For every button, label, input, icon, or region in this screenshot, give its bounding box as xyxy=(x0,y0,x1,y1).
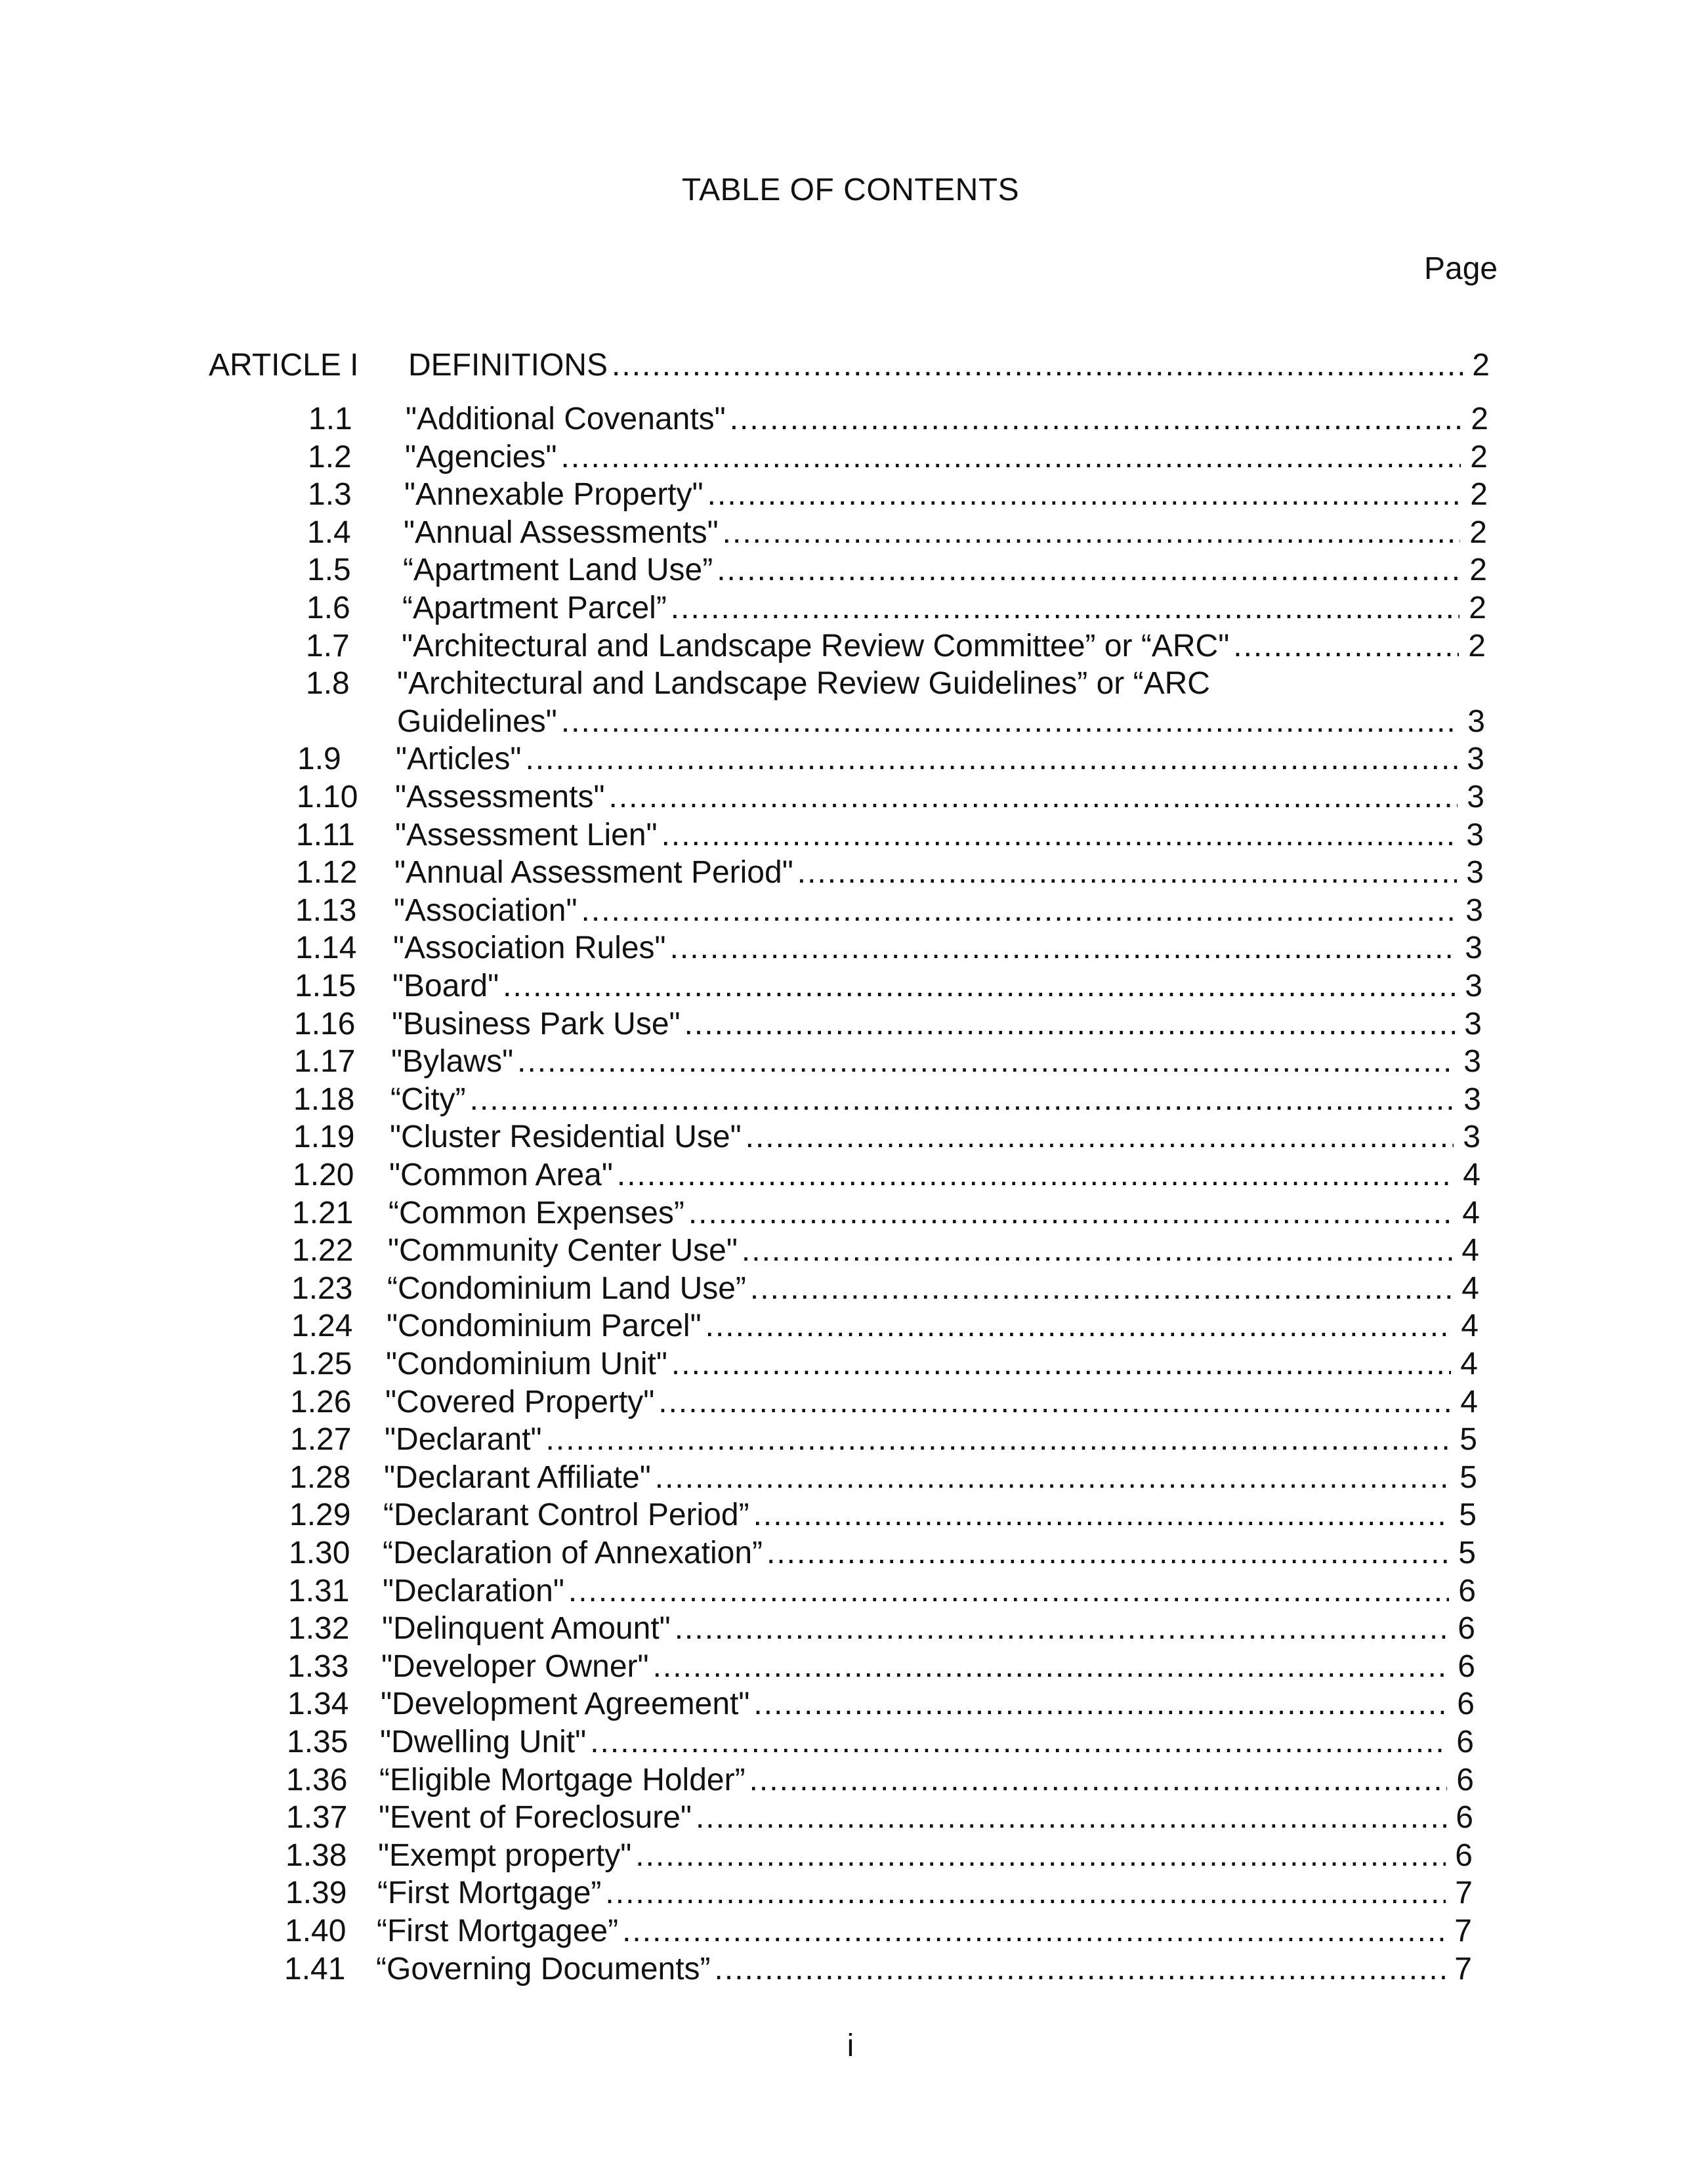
toc-entry-leader xyxy=(381,1685,1475,1723)
toc-entry-number: 1.3 xyxy=(308,477,352,513)
toc-entry-title: "Assessments" xyxy=(395,778,609,816)
toc-entry-number: 1.13 xyxy=(295,892,357,928)
toc-entry-row xyxy=(0,1383,1701,1421)
toc-entry-leader xyxy=(390,1118,1480,1156)
toc-entry-number: 1.38 xyxy=(285,1838,347,1873)
toc-entry-row xyxy=(0,1799,1701,1837)
toc-entry-leader xyxy=(385,1421,1477,1459)
toc-entry-number: 1.17 xyxy=(294,1044,356,1080)
toc-entry-leader xyxy=(390,1081,1481,1119)
toc-entry-leader xyxy=(379,1799,1473,1837)
toc-entry-number: 1.26 xyxy=(290,1384,352,1419)
toc-dot-leader xyxy=(612,346,1463,385)
toc-entry-page: 4 xyxy=(1462,1195,1480,1230)
toc-dot-leader xyxy=(525,740,1458,778)
toc-dot-leader xyxy=(568,1572,1449,1610)
toc-dot-leader xyxy=(517,1043,1454,1081)
toc-entry-leader xyxy=(387,1307,1479,1345)
toc-entry-page: 4 xyxy=(1461,1233,1479,1269)
toc-entry-title: “Apartment Land Use” xyxy=(403,551,717,589)
toc-entry-leader xyxy=(389,1156,1480,1194)
toc-entry-title: "Association Rules" xyxy=(393,929,670,967)
toc-entry-page: 6 xyxy=(1458,1573,1476,1608)
toc-article-label: ARTICLE I xyxy=(209,348,359,383)
toc-dot-leader xyxy=(581,892,1457,930)
toc-entry-number: 1.14 xyxy=(295,931,357,966)
toc-entry-number: 1.40 xyxy=(285,1914,346,1948)
toc-entry-row xyxy=(0,1572,1701,1610)
toc-entry-number: 1.9 xyxy=(297,742,341,777)
toc-entry-page: 4 xyxy=(1461,1270,1479,1306)
toc-dot-leader xyxy=(742,1232,1452,1270)
toc-dot-leader xyxy=(622,1912,1445,1950)
toc-entry-page: 3 xyxy=(1463,1120,1480,1155)
toc-entry-leader xyxy=(383,1534,1476,1572)
toc-dot-leader xyxy=(561,703,1458,741)
toc-entry-row xyxy=(0,1761,1701,1799)
toc-entry-title: "Association" xyxy=(394,892,581,930)
toc-entry-leader xyxy=(392,1005,1482,1043)
toc-entry-title: "Dwelling Unit" xyxy=(380,1723,590,1761)
toc-entry-row xyxy=(0,438,1701,476)
toc-entry-number: 1.16 xyxy=(294,1006,356,1041)
toc-entry-row xyxy=(0,1723,1701,1761)
toc-entry-row xyxy=(0,1421,1701,1459)
toc-entry-leader xyxy=(377,1912,1472,1950)
toc-entry-title: “First Mortgagee” xyxy=(377,1912,622,1950)
toc-entry-leader xyxy=(377,1874,1473,1912)
toc-dot-leader xyxy=(688,1194,1453,1232)
toc-entry-number: 1.32 xyxy=(288,1611,350,1647)
toc-article-leader xyxy=(408,346,1490,385)
toc-entry-row xyxy=(0,1496,1701,1534)
toc-dot-leader xyxy=(662,816,1458,854)
toc-entry-leader xyxy=(381,1648,1475,1686)
toc-entry-page: 4 xyxy=(1460,1347,1478,1381)
toc-entry-page: 2 xyxy=(1470,439,1488,474)
toc-entry-title: “Governing Documents” xyxy=(376,1950,715,1988)
toc-article-row xyxy=(0,346,1701,385)
toc-entry-title: "Cluster Residential Use" xyxy=(390,1118,746,1156)
toc-entry-page: 2 xyxy=(1470,477,1488,513)
toc-entry-title: "Developer Owner" xyxy=(381,1648,653,1686)
toc-dot-leader xyxy=(715,1950,1446,1988)
toc-entry-number: 1.30 xyxy=(289,1536,350,1570)
footer-page-number: i xyxy=(847,2028,854,2063)
toc-dot-leader xyxy=(671,589,1460,627)
toc-entry-leader xyxy=(396,740,1484,778)
toc-entry-number: 1.15 xyxy=(295,969,356,1003)
toc-entry-leader xyxy=(383,1572,1476,1610)
toc-entry-row xyxy=(0,400,1701,438)
toc-entry-title: "Condominium Parcel" xyxy=(387,1307,705,1345)
toc-entry-title: "Annual Assessments" xyxy=(404,514,723,552)
toc-article-page: 2 xyxy=(1472,348,1490,383)
toc-entry-page: 4 xyxy=(1461,1309,1479,1344)
toc-entry-row xyxy=(0,1685,1701,1723)
toc-entry-number: 1.34 xyxy=(287,1687,349,1722)
toc-dot-leader xyxy=(590,1723,1447,1761)
toc-entry-row xyxy=(0,1345,1701,1383)
toc-dot-leader xyxy=(753,1496,1450,1534)
toc-dot-leader xyxy=(546,1421,1451,1459)
toc-entry-row xyxy=(0,1194,1701,1232)
toc-entry-number: 1.25 xyxy=(291,1347,352,1381)
toc-dot-leader xyxy=(730,400,1462,438)
toc-dot-leader xyxy=(671,1345,1451,1383)
toc-dot-leader xyxy=(609,778,1458,816)
toc-entry-title: "Assessment Lien" xyxy=(395,816,662,854)
toc-entry-title: "Exempt property" xyxy=(378,1837,635,1875)
toc-entry-title: "Bylaws" xyxy=(391,1043,517,1081)
toc-entry-page: 2 xyxy=(1469,591,1486,625)
toc-entry-number: 1.12 xyxy=(296,855,358,891)
toc-entry-number: 1.31 xyxy=(288,1573,350,1608)
toc-entry-continuation-row xyxy=(0,703,1701,741)
toc-entry-page: 3 xyxy=(1463,1082,1481,1117)
toc-entry-title: "Annexable Property" xyxy=(404,476,707,514)
toc-entry-leader xyxy=(383,1496,1477,1534)
toc-entry-page: 5 xyxy=(1458,1536,1476,1570)
toc-dot-leader xyxy=(797,854,1458,892)
toc-dot-leader xyxy=(617,1156,1454,1194)
toc-entry-number: 1.22 xyxy=(292,1233,354,1269)
toc-entry-leader xyxy=(385,1383,1478,1421)
toc-entry-title: “Common Expenses” xyxy=(388,1194,688,1232)
toc-entry-leader xyxy=(386,1345,1478,1383)
toc-entry-leader xyxy=(380,1723,1474,1761)
toc-entry-row xyxy=(0,929,1701,967)
toc-entry-leader xyxy=(379,1761,1474,1799)
toc-entry-title: “Declarant Control Period” xyxy=(383,1496,753,1534)
toc-dot-leader xyxy=(749,1761,1448,1799)
toc-dot-leader xyxy=(766,1534,1449,1572)
toc-entry-leader xyxy=(387,1270,1479,1308)
toc-entry-number: 1.20 xyxy=(293,1158,354,1192)
toc-entry-row xyxy=(0,816,1701,854)
toc-entry-page: 5 xyxy=(1460,1422,1477,1458)
toc-entry-leader xyxy=(382,1610,1475,1648)
toc-entry-row xyxy=(0,1005,1701,1043)
toc-entry-row xyxy=(0,1081,1701,1119)
toc-entry-title-continuation: Guidelines" xyxy=(397,703,561,741)
toc-entry-page: 2 xyxy=(1469,514,1487,550)
toc-entry-page: 6 xyxy=(1456,1762,1474,1797)
toc-entry-number: 1.41 xyxy=(284,1951,346,1986)
toc-entry-row xyxy=(0,1118,1701,1156)
toc-entry-page: 7 xyxy=(1455,1876,1473,1911)
toc-entry-row xyxy=(0,1610,1701,1648)
toc-entry-number: 1.10 xyxy=(297,780,358,814)
toc-dot-leader xyxy=(655,1459,1451,1497)
toc-entry-title: "Annual Assessment Period" xyxy=(394,854,797,892)
toc-dot-leader xyxy=(750,1270,1452,1308)
toc-entry-number: 1.8 xyxy=(306,666,350,702)
toc-entry-row xyxy=(0,1043,1701,1081)
toc-entry-number: 1.28 xyxy=(289,1460,351,1495)
toc-entry-page: 6 xyxy=(1457,1687,1475,1722)
toc-dot-leader xyxy=(561,438,1461,476)
toc-entry-row xyxy=(0,514,1701,552)
toc-dot-leader xyxy=(1233,627,1459,665)
toc-entry-number: 1.18 xyxy=(293,1082,355,1117)
toc-entry-number: 1.21 xyxy=(292,1195,354,1230)
toc-entry-title: "Common Area" xyxy=(389,1156,617,1194)
toc-entry-title: "Development Agreement" xyxy=(381,1685,753,1723)
toc-entry-number: 1.19 xyxy=(293,1120,355,1155)
toc-entry-page: 2 xyxy=(1469,553,1487,588)
toc-entry-title: "Condominium Unit" xyxy=(386,1345,671,1383)
toc-entry-row xyxy=(0,1459,1701,1497)
toc-entry-title: “Apartment Parcel” xyxy=(402,589,671,627)
toc-entry-number: 1.2 xyxy=(308,439,352,474)
toc-entry-leader xyxy=(394,892,1483,930)
toc-entry-page: 3 xyxy=(1465,892,1483,928)
toc-entry-row xyxy=(0,854,1701,892)
toc-dot-leader xyxy=(705,1307,1452,1345)
toc-entry-number: 1.27 xyxy=(290,1422,352,1458)
toc-entry-number: 1.5 xyxy=(307,553,351,588)
toc-dot-leader xyxy=(658,1383,1451,1421)
toc-entry-leader xyxy=(404,476,1488,514)
page-title: TABLE OF CONTENTS xyxy=(681,173,1020,207)
toc-entry-page: 3 xyxy=(1465,931,1482,966)
toc-entry-number: 1.33 xyxy=(287,1648,349,1684)
toc-entry-page: 3 xyxy=(1464,1006,1482,1041)
toc-entry-page: 3 xyxy=(1467,704,1485,739)
toc-entry-page: 7 xyxy=(1454,1914,1472,1948)
toc-entry-leader xyxy=(388,1194,1480,1232)
toc-entry-row xyxy=(0,1874,1701,1912)
toc-entry-number: 1.35 xyxy=(287,1725,348,1759)
toc-entry-number: 1.11 xyxy=(296,817,355,852)
toc-entry-page: 2 xyxy=(1471,402,1488,436)
toc-dot-leader xyxy=(707,476,1461,514)
toc-entry-title: “City” xyxy=(390,1081,470,1119)
page-column-label: Page xyxy=(1424,251,1498,286)
toc-entry-title: “Declaration of Annexation” xyxy=(383,1534,766,1572)
toc-entry-page: 6 xyxy=(1456,1725,1474,1759)
toc-article-title: DEFINITIONS xyxy=(408,346,612,385)
toc-entry-title: "Covered Property" xyxy=(385,1383,658,1421)
toc-dot-leader xyxy=(717,551,1460,589)
toc-entry-title: "Additional Covenants" xyxy=(406,400,730,438)
toc-entry-leader xyxy=(384,1459,1477,1497)
toc-entry-title: “First Mortgage” xyxy=(377,1874,605,1912)
toc-entry-number: 1.36 xyxy=(286,1762,348,1797)
toc-entry-page: 3 xyxy=(1465,969,1482,1003)
toc-entry-leader xyxy=(406,400,1488,438)
toc-entry-title: "Community Center Use" xyxy=(388,1232,742,1270)
toc-entry-page: 3 xyxy=(1463,1044,1481,1080)
toc-dot-leader xyxy=(470,1081,1455,1119)
toc-entry-number: 1.37 xyxy=(286,1800,348,1836)
toc-entry-page: 6 xyxy=(1456,1800,1473,1836)
toc-dot-leader xyxy=(503,967,1456,1005)
toc-entry-leader xyxy=(391,1043,1481,1081)
toc-entry-number: 1.1 xyxy=(308,402,352,436)
toc-entry-row xyxy=(0,1534,1701,1572)
toc-entry-title: “Condominium Land Use” xyxy=(387,1270,750,1308)
toc-dot-leader xyxy=(684,1005,1456,1043)
toc-entry-row xyxy=(0,627,1701,665)
toc-entry-row xyxy=(0,740,1701,778)
toc-dot-leader xyxy=(605,1874,1446,1912)
toc-entry-leader xyxy=(378,1837,1473,1875)
toc-entry-page: 6 xyxy=(1458,1611,1475,1647)
toc-entry-number: 1.23 xyxy=(291,1270,353,1306)
toc-entry-title: "Declarant Affiliate" xyxy=(384,1459,655,1497)
toc-entry-title: "Articles" xyxy=(396,740,525,778)
toc-entry-leader xyxy=(395,816,1484,854)
toc-entry-title: "Declarant" xyxy=(385,1421,546,1459)
toc-entry-number: 1.24 xyxy=(291,1309,353,1344)
toc-entry-row xyxy=(0,1307,1701,1345)
toc-entry-page: 5 xyxy=(1459,1498,1477,1533)
toc-entry-leader xyxy=(376,1950,1472,1988)
toc-entry-number: 1.7 xyxy=(306,628,350,663)
toc-entry-leader xyxy=(392,967,1482,1005)
toc-entry-row xyxy=(0,1950,1701,1988)
toc-entry-leader xyxy=(402,627,1486,665)
toc-entry-leader xyxy=(393,929,1482,967)
toc-entry-title: "Agencies" xyxy=(405,438,561,476)
toc-dot-leader xyxy=(635,1837,1446,1875)
toc-entry-title: "Declaration" xyxy=(383,1572,568,1610)
toc-entry-row xyxy=(0,967,1701,1005)
toc-dot-leader xyxy=(746,1118,1454,1156)
toc-entry-row xyxy=(0,892,1701,930)
toc-entry-title: "Business Park Use" xyxy=(392,1005,684,1043)
toc-entry-page: 3 xyxy=(1467,742,1484,777)
toc-dot-leader xyxy=(723,514,1461,552)
toc-entry-page: 3 xyxy=(1466,855,1484,891)
toc-dot-leader xyxy=(675,1610,1449,1648)
toc-entry-row xyxy=(0,1648,1701,1686)
toc-entry-leader xyxy=(397,703,1485,741)
toc-entry-row xyxy=(0,665,1701,703)
toc-entry-row xyxy=(0,1232,1701,1270)
toc-entry-number: 1.4 xyxy=(307,514,351,550)
toc-entry-row xyxy=(0,551,1701,589)
toc-dot-leader xyxy=(670,929,1456,967)
toc-entry-number: 1.29 xyxy=(289,1498,351,1533)
toc-entry-leader xyxy=(405,438,1488,476)
toc-entry-leader xyxy=(388,1232,1479,1270)
toc-dot-leader xyxy=(653,1648,1449,1686)
toc-entry-leader xyxy=(394,854,1484,892)
toc-entry-page: 4 xyxy=(1463,1158,1480,1192)
toc-entry-page: 4 xyxy=(1460,1384,1478,1419)
toc-entry-row xyxy=(0,778,1701,816)
toc-entry-page: 3 xyxy=(1466,817,1484,852)
toc-entry-leader xyxy=(404,514,1487,552)
toc-entry-title: "Architectural and Landscape Review Guidelines” or “ARC xyxy=(397,666,1210,702)
toc-dot-leader xyxy=(753,1685,1448,1723)
toc-entry-row xyxy=(0,1270,1701,1308)
toc-entry-row xyxy=(0,1837,1701,1875)
toc-entry-page: 5 xyxy=(1460,1460,1477,1495)
toc-entry-row xyxy=(0,589,1701,627)
toc-entry-page: 7 xyxy=(1454,1951,1472,1986)
toc-entry-page: 6 xyxy=(1455,1838,1473,1873)
toc-entry-number: 1.6 xyxy=(306,591,350,625)
toc-entry-row xyxy=(0,476,1701,514)
toc-entry-leader xyxy=(395,778,1484,816)
toc-entry-title: “Eligible Mortgage Holder” xyxy=(379,1761,749,1799)
toc-entry-row xyxy=(0,1912,1701,1950)
toc-entry-page: 6 xyxy=(1458,1648,1475,1684)
toc-entry-number: 1.39 xyxy=(285,1876,347,1911)
toc-entry-page: 3 xyxy=(1467,780,1484,814)
toc-entry-title: "Event of Foreclosure" xyxy=(379,1799,696,1837)
toc-dot-leader xyxy=(696,1799,1446,1837)
toc-entry-title: "Board" xyxy=(392,967,503,1005)
toc-entry-title: "Delinquent Amount" xyxy=(382,1610,675,1648)
toc-entry-title: "Architectural and Landscape Review Committee” or “ARC" xyxy=(402,627,1233,665)
toc-entry-row xyxy=(0,1156,1701,1194)
toc-entry-leader xyxy=(403,551,1487,589)
toc-entry-leader xyxy=(402,589,1486,627)
toc-entry-page: 2 xyxy=(1468,628,1486,663)
